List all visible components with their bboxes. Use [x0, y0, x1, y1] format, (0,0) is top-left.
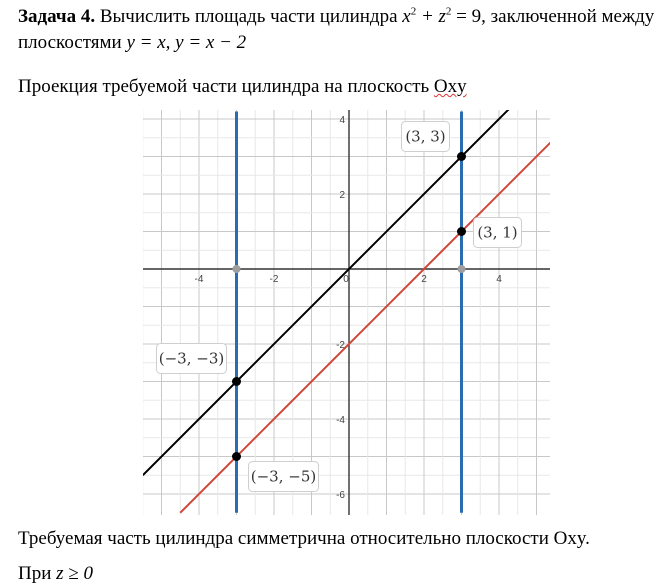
- eq-exp-1: 2: [410, 5, 417, 18]
- x-tick-label: 0: [343, 274, 349, 285]
- intersection-point: [457, 227, 466, 236]
- y-tick-label: -6: [336, 490, 345, 501]
- problem-label: Задача 4.: [18, 6, 96, 27]
- problem-text: Вычислить площадь части цилиндра: [95, 6, 403, 27]
- eq-exp-2: 2: [445, 5, 452, 18]
- point-label-text: (3, 1): [477, 223, 518, 242]
- y-tick-label: 2: [339, 190, 345, 201]
- eq-x: x: [402, 6, 411, 27]
- problem-text-after: , заключенной между: [481, 6, 655, 27]
- symmetry-text: Требуемая часть цилиндра симметрична относительно плоскости Oxy.: [18, 528, 590, 549]
- y-tick-label: -4: [336, 415, 345, 426]
- projection-caption-plane: Oxy: [433, 76, 467, 97]
- x-tick-label: -4: [194, 274, 204, 285]
- condition-prefix: При: [18, 563, 57, 584]
- eq-z: + z: [416, 6, 446, 27]
- plot-area: [124, 44, 574, 515]
- intersection-point: [457, 152, 466, 161]
- x-tick-label: -2: [269, 274, 279, 285]
- y-tick-label: 4: [339, 115, 345, 126]
- x-tick-label: 4: [496, 274, 502, 285]
- intersection-point: [232, 452, 241, 461]
- axis-intersection-marker: [233, 265, 241, 273]
- point-label-text: (−3, −3): [158, 349, 225, 368]
- point-label: [157, 344, 227, 374]
- point-label-text: (−3, −5): [250, 467, 317, 486]
- condition-expr: z ≥ 0: [56, 563, 93, 584]
- x-tick-label: 2: [421, 274, 427, 285]
- point-label: [402, 122, 450, 152]
- y-tick-label: -2: [336, 340, 345, 351]
- series-line-1: [143, 104, 514, 475]
- eq-rhs: = 9: [451, 6, 482, 27]
- planes-prefix: плоскостями: [18, 32, 127, 53]
- projection-caption-text: Проекция требуемой части цилиндра на плоскость: [18, 76, 434, 97]
- point-label: [249, 462, 319, 492]
- planes-equations: y = x, y = x − 2: [126, 32, 247, 53]
- intersection-point: [232, 377, 241, 386]
- axis-intersection-marker: [458, 265, 466, 273]
- point-label-text: (3, 3): [405, 127, 446, 146]
- point-label: [474, 218, 522, 248]
